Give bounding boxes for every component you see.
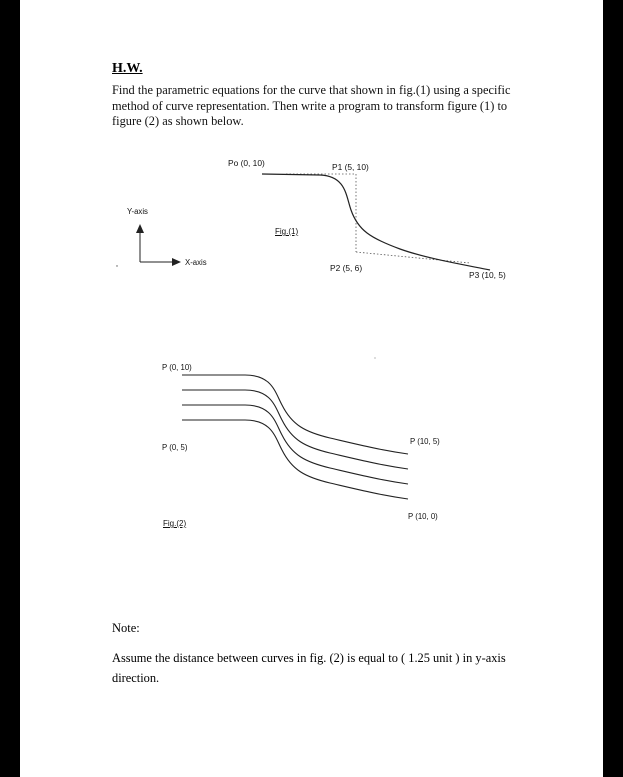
fig2-curve-4: [182, 420, 408, 499]
problem-statement: Find the parametric equations for the curve that shown in fig.(1) using a specific method of curve representation. Then write a program to transform figure (1) to figure (2) as shown below.: [112, 83, 511, 128]
fig2-label-left-top: P (0, 10): [162, 363, 192, 372]
fig1-label-p3: P3 (10, 5): [469, 270, 506, 280]
fig1-label-p2: P2 (5, 6): [330, 263, 363, 273]
fig2-curve-1: [182, 375, 408, 454]
fig1-label-p1: P1 (5, 10): [332, 162, 369, 172]
fig2-curve-3: [182, 405, 408, 484]
note-heading: Note:: [112, 621, 140, 635]
stray-dot: [116, 265, 117, 266]
fig1-y-axis-label: Y-axis: [127, 207, 148, 216]
x-axis-arrow-icon: [172, 258, 181, 266]
homework-title: H.W.: [112, 61, 143, 76]
fig1-curve: [262, 174, 490, 270]
fig2-curve-2: [182, 390, 408, 469]
fig1-caption: Fig.(1): [275, 227, 299, 236]
stray-dot-2: [374, 357, 375, 358]
fig2-label-left-mid: P (0, 5): [162, 443, 188, 452]
fig1-label-p0: Po (0, 10): [228, 158, 265, 168]
note-text: Assume the distance between curves in fig. (2) is equal to ( 1.25 unit ) in y-axis direction.: [112, 651, 506, 685]
fig1-x-axis-label: X-axis: [185, 258, 207, 267]
fig2-label-right-top: P (10, 5): [410, 437, 440, 446]
fig2-label-right-bottom: P (10, 0): [408, 512, 438, 521]
document-page: [20, 0, 603, 777]
fig2-caption: Fig.(2): [163, 519, 187, 528]
y-axis-arrow-icon: [136, 224, 144, 233]
fig2-curve-group: [182, 375, 408, 499]
